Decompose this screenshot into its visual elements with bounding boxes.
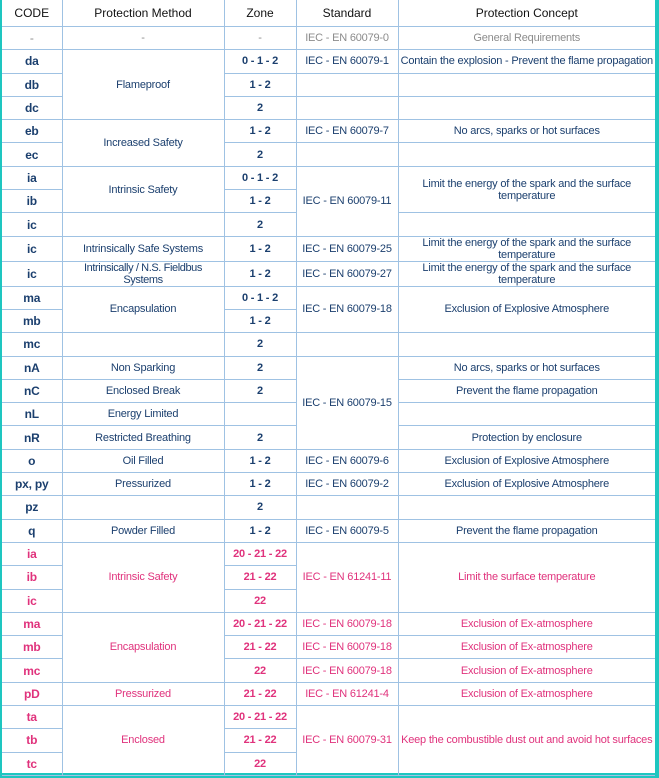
zone-cell: 2 [224, 426, 296, 449]
table-row [2, 286, 655, 309]
zone-cell: 1 - 2 [224, 309, 296, 332]
header-concept: Protection Concept [398, 0, 655, 27]
code-cell: - [2, 27, 62, 50]
table-row [2, 236, 655, 261]
method-cell [62, 333, 224, 356]
concept-cell: No arcs, sparks or hot surfaces [398, 356, 655, 379]
concept-cell: General Requirements [398, 27, 655, 50]
concept-cell: Prevent the flame propagation [398, 379, 655, 402]
header-method: Protection Method [62, 0, 224, 27]
table-row [2, 261, 655, 286]
standard-cell [296, 143, 398, 166]
zone-cell: 20 - 21 - 22 [224, 612, 296, 635]
code-cell: ta [2, 706, 62, 729]
code-cell: db [2, 73, 62, 96]
standard-cell: IEC - EN 61241-4 [296, 682, 398, 705]
header-row [2, 0, 655, 27]
method-cell: Pressurized [62, 473, 224, 496]
concept-cell: Limit the energy of the spark and the surface temperature [398, 261, 655, 286]
code-cell: o [2, 449, 62, 472]
concept-cell: Exclusion of Explosive Atmosphere [398, 286, 655, 333]
zone-cell: 21 - 22 [224, 636, 296, 659]
standard-cell: IEC - EN 60079-27 [296, 261, 398, 286]
code-cell: ma [2, 612, 62, 635]
table-row [2, 120, 655, 143]
standard-cell: IEC - EN 60079-18 [296, 612, 398, 635]
table-row [2, 473, 655, 496]
code-cell: tc [2, 752, 62, 775]
standard-cell: IEC - EN 60079-1 [296, 50, 398, 73]
concept-cell: Prevent the flame propagation [398, 519, 655, 542]
method-cell: Pressurized [62, 682, 224, 705]
zone-cell: 1 - 2 [224, 519, 296, 542]
method-cell: Non Sparking [62, 356, 224, 379]
code-cell: ma [2, 286, 62, 309]
concept-cell: Exclusion of Explosive Atmosphere [398, 473, 655, 496]
zone-cell: 1 - 2 [224, 190, 296, 213]
concept-cell: Protection by enclosure [398, 426, 655, 449]
zone-cell: 0 - 1 - 2 [224, 166, 296, 189]
concept-cell [398, 403, 655, 426]
code-cell: mb [2, 309, 62, 332]
method-cell: Increased Safety [62, 120, 224, 167]
method-cell: Encapsulation [62, 286, 224, 333]
standard-cell: IEC - EN 60079-7 [296, 120, 398, 143]
method-cell: Enclosed Break [62, 379, 224, 402]
code-cell: ic [2, 236, 62, 261]
concept-cell: Limit the energy of the spark and the surface temperature [398, 236, 655, 261]
zone-cell: 20 - 21 - 22 [224, 542, 296, 565]
zone-cell: 1 - 2 [224, 449, 296, 472]
zone-cell: - [224, 27, 296, 50]
standard-cell [296, 96, 398, 119]
zone-cell [224, 403, 296, 426]
zone-cell: 1 - 2 [224, 73, 296, 96]
concept-cell [398, 213, 655, 236]
method-cell: Restricted Breathing [62, 426, 224, 449]
protection-table-frame [2, 0, 655, 773]
header-standard: Standard [296, 0, 398, 27]
code-cell: da [2, 50, 62, 73]
header-code: CODE [2, 0, 62, 27]
zone-cell: 0 - 1 - 2 [224, 286, 296, 309]
zone-cell: 2 [224, 96, 296, 119]
zone-cell: 1 - 2 [224, 120, 296, 143]
table-row [2, 166, 655, 189]
code-cell: dc [2, 96, 62, 119]
method-cell: Flameproof [62, 50, 224, 120]
code-cell: ic [2, 589, 62, 612]
concept-cell: Keep the combustible dust out and avoid hot surfaces [398, 706, 655, 776]
code-cell: tb [2, 729, 62, 752]
zone-cell: 2 [224, 379, 296, 402]
concept-cell [398, 496, 655, 519]
zone-cell: 2 [224, 496, 296, 519]
concept-cell: Contain the explosion - Prevent the flame propagation [398, 50, 655, 73]
method-cell: Powder Filled [62, 519, 224, 542]
concept-cell: No arcs, sparks or hot surfaces [398, 120, 655, 143]
zone-cell: 1 - 2 [224, 473, 296, 496]
code-cell: nC [2, 379, 62, 402]
code-cell: mc [2, 333, 62, 356]
code-cell: ec [2, 143, 62, 166]
standard-cell: IEC - EN 60079-18 [296, 286, 398, 333]
zone-cell: 0 - 1 - 2 [224, 50, 296, 73]
zone-cell: 21 - 22 [224, 566, 296, 589]
standard-cell: IEC - EN 60079-18 [296, 659, 398, 682]
table-row [2, 706, 655, 729]
code-cell: nA [2, 356, 62, 379]
table-row [2, 27, 655, 50]
code-cell: ic [2, 213, 62, 236]
method-cell: Enclosed [62, 706, 224, 776]
standard-cell [296, 73, 398, 96]
code-cell: pz [2, 496, 62, 519]
method-cell: Intrinsic Safety [62, 542, 224, 612]
zone-cell: 22 [224, 659, 296, 682]
table-row [2, 50, 655, 73]
code-cell: px, py [2, 473, 62, 496]
concept-cell: Exclusion of Ex-atmosphere [398, 612, 655, 635]
code-cell: ia [2, 166, 62, 189]
standard-cell: IEC - EN 60079-18 [296, 636, 398, 659]
zone-cell: 1 - 2 [224, 261, 296, 286]
standard-cell: IEC - EN 60079-25 [296, 236, 398, 261]
zone-cell: 2 [224, 333, 296, 356]
standard-cell: IEC - EN 60079-0 [296, 27, 398, 50]
zone-cell: 21 - 22 [224, 729, 296, 752]
method-cell: - [62, 27, 224, 50]
zone-cell: 21 - 22 [224, 682, 296, 705]
table-row [2, 519, 655, 542]
code-cell: eb [2, 120, 62, 143]
standard-cell: IEC - EN 60079-15 [296, 356, 398, 449]
concept-cell [398, 96, 655, 119]
table-row [2, 612, 655, 635]
table-row [2, 542, 655, 565]
method-cell: Encapsulation [62, 612, 224, 682]
table-row [2, 356, 655, 379]
standard-cell [296, 333, 398, 356]
zone-cell: 22 [224, 752, 296, 775]
protection-methods-table [2, 0, 655, 776]
table-row [2, 496, 655, 519]
standard-cell: IEC - EN 60079-6 [296, 449, 398, 472]
zone-cell: 22 [224, 589, 296, 612]
header-zone: Zone [224, 0, 296, 27]
zone-cell: 1 - 2 [224, 236, 296, 261]
zone-cell: 2 [224, 143, 296, 166]
method-cell: Energy Limited [62, 403, 224, 426]
code-cell: ic [2, 261, 62, 286]
table-row [2, 682, 655, 705]
method-cell: Intrinsically Safe Systems [62, 236, 224, 261]
method-cell: Intrinsically / N.S. Fieldbus Systems [62, 261, 224, 286]
code-cell: nR [2, 426, 62, 449]
concept-cell: Exclusion of Ex-atmosphere [398, 636, 655, 659]
code-cell: mb [2, 636, 62, 659]
standard-cell: IEC - EN 61241-11 [296, 542, 398, 612]
concept-cell: Exclusion of Explosive Atmosphere [398, 449, 655, 472]
concept-cell: Limit the energy of the spark and the surface temperature [398, 166, 655, 213]
zone-cell: 20 - 21 - 22 [224, 706, 296, 729]
zone-cell: 2 [224, 213, 296, 236]
concept-cell: Exclusion of Ex-atmosphere [398, 682, 655, 705]
standard-cell: IEC - EN 60079-2 [296, 473, 398, 496]
zone-cell: 2 [224, 356, 296, 379]
code-cell: ib [2, 566, 62, 589]
method-cell: Oil Filled [62, 449, 224, 472]
method-cell: Intrinsic Safety [62, 166, 224, 213]
code-cell: q [2, 519, 62, 542]
standard-cell: IEC - EN 60079-31 [296, 706, 398, 776]
standard-cell: IEC - EN 60079-5 [296, 519, 398, 542]
concept-cell: Limit the surface temperature [398, 542, 655, 612]
standard-cell: IEC - EN 60079-11 [296, 166, 398, 236]
code-cell: nL [2, 403, 62, 426]
code-cell: ia [2, 542, 62, 565]
concept-cell [398, 333, 655, 356]
standard-cell [296, 496, 398, 519]
code-cell: mc [2, 659, 62, 682]
table-row [2, 449, 655, 472]
concept-cell [398, 73, 655, 96]
concept-cell: Exclusion of Ex-atmosphere [398, 659, 655, 682]
concept-cell [398, 143, 655, 166]
method-cell [62, 496, 224, 519]
table-row [2, 333, 655, 356]
code-cell: pD [2, 682, 62, 705]
code-cell: ib [2, 190, 62, 213]
method-cell [62, 213, 224, 236]
